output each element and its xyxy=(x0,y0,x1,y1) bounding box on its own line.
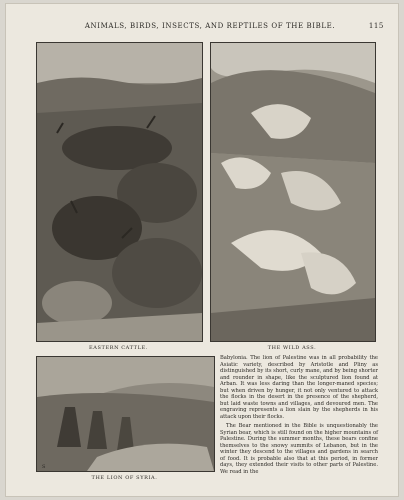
paragraph-lion: Babylonia. The lion of Palestine was in all probability the Asiatic variety, described by Aristotle and Pliny as distinguished by its short, curly mane, and by being shorter and rounder in shape, like the sculptured lion found at Arban. It was less daring than the longer-maned species; but when driven by hunger, it not only ventured to attack the flocks in the desert in the presence of the shepherd, but laid waste towns and villages, and devoured men. The engraving represents a lion slain by the shepherds in his attack upon their flocks. xyxy=(220,355,378,420)
running-title: ANIMALS, BIRDS, INSECTS, AND REPTILES OF THE BIBLE. xyxy=(84,22,336,30)
eastern-cattle-engraving xyxy=(36,42,203,342)
engraver-signature: S xyxy=(42,464,46,470)
running-header xyxy=(36,22,384,34)
wild-ass-engraving xyxy=(210,42,376,342)
paragraph-bear: The Bear mentioned in the Bible is unquestionably the Syrian bear, which is still found on the higher mountains of Palestine. During the summer months, these bears confine themselves to the snowy summits of Lebanon, but in the winter they descend to the villages and gardens in search of food. It is probable also that at this period, in former days, they extended their visits to other parts of Palestine. We read in the xyxy=(220,423,378,475)
lion-of-syria-engraving xyxy=(36,356,215,472)
lion-of-syria-caption: THE LION OF SYRIA. xyxy=(91,475,158,481)
wild-ass-caption: THE WILD ASS. xyxy=(267,345,317,351)
book-page xyxy=(6,4,398,496)
eastern-cattle-caption: EASTERN CATTLE. xyxy=(89,345,148,351)
body-text xyxy=(220,355,378,478)
page-number: 115 xyxy=(368,22,384,30)
